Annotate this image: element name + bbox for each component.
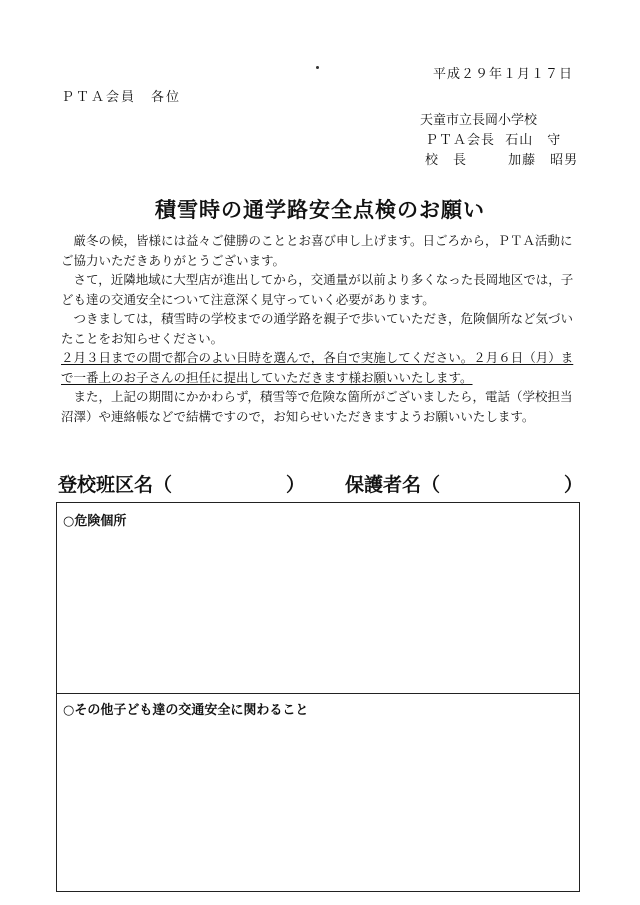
addressee: ＰＴＡ会員 各位: [61, 90, 182, 105]
principal-name: 加藤 昭男: [508, 153, 579, 168]
paragraph-deadline: ２月３日までの間で都合のよい日時を選んで，各自で実施してください。２月６日（月）まで一番上のお子さんの担任に提出していただきます様お願いいたします。: [61, 350, 574, 385]
paragraph-greeting: 厳冬の候，皆様には益々ご健勝のこととお喜び申し上げます。日ごろから，ＰＴＡ活動にご協力いただきありがとうございます。: [61, 233, 573, 268]
school-name: 天童市立長岡小学校: [420, 113, 538, 128]
response-box: [56, 502, 580, 892]
section-other-safety: ○その他子ども達の交通安全に関わること: [63, 703, 309, 718]
section-danger-spots: ○危険個所: [63, 514, 127, 529]
district-label: 登校班区名（: [58, 474, 173, 496]
paragraph-contact: また，上記の期間にかかわらず，積雪等で危険な箇所がございましたら，電話（学校担当 沼澤）や連絡帳などで結構ですので，お知らせいただきますようお願いいたします。: [61, 389, 586, 424]
district-close: ）: [286, 474, 306, 496]
stray-mark: [316, 66, 319, 69]
paragraph-request: つきましては，積雪時の学校までの通学路を親子で歩いていただき，危険個所など気づいたことをお知らせください。: [61, 311, 574, 346]
pta-president: [425, 129, 561, 148]
guardian-label: 保護者名（: [345, 474, 441, 496]
pta-role: ＰＴＡ会長: [425, 133, 496, 148]
document-date: 平成２９年１月１７日: [433, 67, 574, 82]
section-divider: [57, 693, 579, 694]
guardian-close: ）: [564, 474, 584, 496]
principal-role: 校 長: [425, 153, 468, 168]
principal: [425, 149, 578, 168]
paragraph-background: さて，近隣地域に大型店が進出してから，交通量が以前より多くなった長岡地区では，子ども達の交通安全について注意深く見守っていく必要があります。: [61, 272, 574, 307]
pta-name: 石山 守: [505, 133, 562, 148]
page-title: 積雪時の通学路安全点検のお願い: [155, 198, 485, 222]
